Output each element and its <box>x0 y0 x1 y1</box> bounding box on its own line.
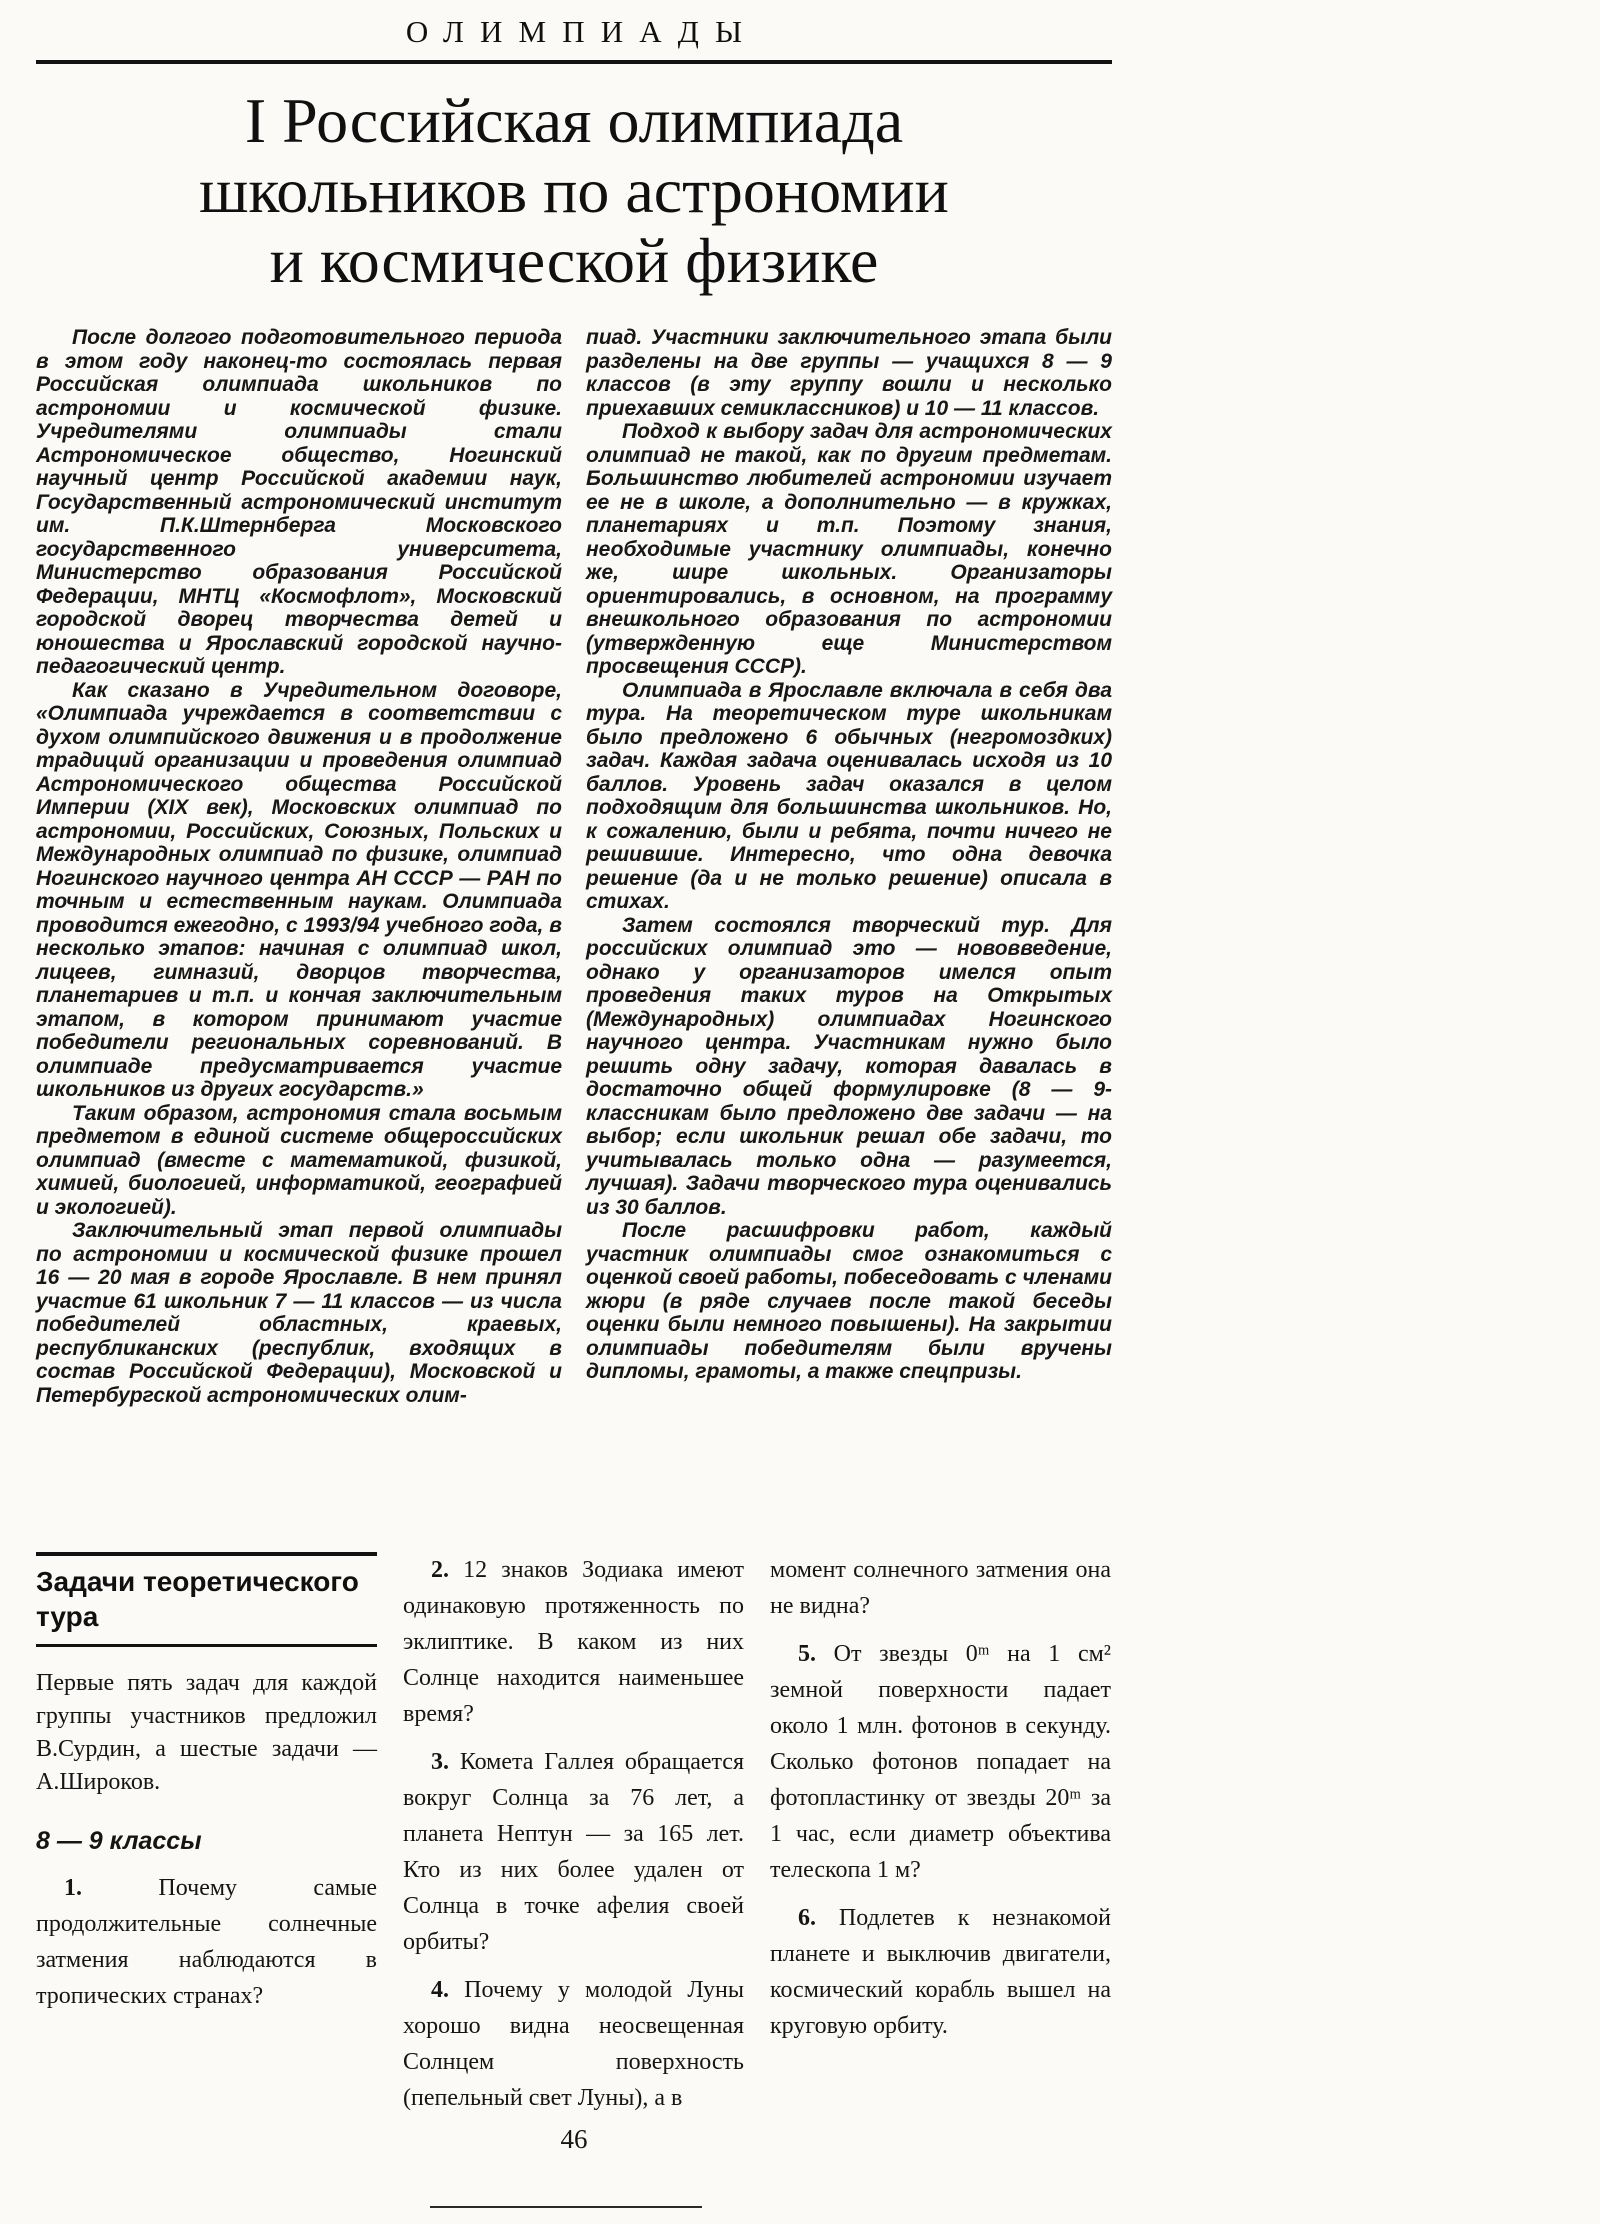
page-content <box>36 0 1112 2224</box>
page-bottom-edge-mark <box>430 2206 702 2208</box>
article-title-line-2: школьников по астрономии <box>199 155 949 226</box>
article-paragraph: После долгого подготовительного периода в этом году наконец-то состоялась первая Российская олимпиада школьников по астрономии и космической физике. Учредителями олимпиады стали Астрономическое общество, Ногинский научный центр Российской академии наук, Государственный астрономический институт им. П.К.Штернберга Московского государственного университета, Министерство образования Российской Федерации, МНТЦ «Космофлот», Московский городской дворец творчества детей и юношества и Ярославский городской научно-педагогический центр. <box>36 326 562 678</box>
article-title <box>36 86 1112 296</box>
article-paragraph: Подход к выбору задач для астрономических олимпиад не такой, как по другим предметам. Большинство любителей астрономии изучает ее не в школе, а дополнительно — в кружках, планетариях и т.п. Поэтому знания, необходимые участнику олимпиады, конечно же, шире школьных. Организаторы ориентировались, в основном, на программу внешкольного образования по астрономии (утвержденную еще Министерством просвещения СССР). <box>586 420 1112 678</box>
problem-item <box>403 1744 744 1960</box>
problems-column-2 <box>403 1552 744 2128</box>
problem-number: 2. <box>431 1557 449 1583</box>
article-paragraph: Затем состоялся творческий тур. Для российских олимпиад это — нововведение, однако у организаторов имелся опыт проведения таких туров на Открытых (Международных) олимпиадах Ногинского научного центра. Участникам нужно было решить одну задачу, которая давалась в достаточно общей формулировке (8 — 9- классникам было предложено две задачи — на выбор; если школьник решал обе задачи, то учитывалась только одна — разумеется, лучшая). Задачи творческого тура оценивались из 30 баллов. <box>586 913 1112 1219</box>
problems-header-box <box>36 1552 377 1647</box>
problem-text: Почему самые продолжительные солнечные затмения наблюдаются в тропических странах? <box>36 1875 377 2009</box>
problem-text: Почему у молодой Луны хорошо видна неосвещенная Солнцем поверхность (пепельный свет Луны), а в <box>403 1977 745 2111</box>
article-title-line-1: I Российская олимпиада <box>244 85 904 156</box>
problem-item <box>770 1636 1111 1888</box>
problems-column-3 <box>770 1552 1111 2128</box>
problem-number: 4. <box>431 1977 449 2003</box>
problems-intro: Первые пять задач для каждой группы участников предложил В.Сурдин, а шестые задачи — А.Широков. <box>36 1670 377 1795</box>
problem-item <box>403 1972 744 2116</box>
problems-header: Задачи теоретического тура <box>36 1566 359 1632</box>
article-column-right <box>586 326 1112 1407</box>
article-paragraph: пиад. Участники заключительного этапа были разделены на две группы — учащихся 8 — 9 классов (в эту группу вошли и несколько приехавших семиклассников) и 10 — 11 классов. <box>586 326 1112 420</box>
problem-continuation: момент солнечного затмения она не видна? <box>770 1557 1111 1619</box>
problems-section <box>36 1552 1112 2128</box>
article-column-left <box>36 326 562 1407</box>
kicker-rule <box>36 60 1112 64</box>
article-paragraph: Как сказано в Учредительном договоре, «Олимпиада учреждается в соответствии с духом олимпийского движения и в продолжение традиций организации и проведения олимпиад Астрономического общества Российской Империи (XIX век), Московских олимпиад по астрономии, Российских, Союзных, Польских и Международных олимпиад по физике, олимпиад Ногинского научного центра АН СССР — РАН по точным и естественным наукам. Олимпиада проводится ежегодно, с 1993/94 учебного года, в несколько этапов: начиная с олимпиад школ, лицеев, гимназий, дворцов творчества, планетариев и т.п. и кончая заключительным этапом, в котором принимают участие победители региональных соревнований. В олимпиаде предусматривается участие школьников из других государств.» <box>36 678 562 1101</box>
article-paragraph: Олимпиада в Ярославле включала в себя два тура. На теоретическом туре школьникам было предложено 6 обычных (негромоздких) задач. Каждая задача оценивалась исходя из 10 баллов. Уровень задач оказался в целом подходящим для большинства школьников. Но, к сожалению, были и ребята, почти ничего не решившие. Интересно, что одна девочка решение (да и не только решение) описала в стихах. <box>586 678 1112 913</box>
problem-text: От звезды 0ᵐ на 1 см² земной поверхности падает около 1 млн. фотонов в секунду. Сколько фотонов попадает на фотопластинку от звезды 20ᵐ за 1 час, если диаметр объектива телескопа 1 м? <box>770 1641 1111 1883</box>
page-number: 46 <box>560 2124 588 2154</box>
article-paragraph: Заключительный этап первой олимпиады по астрономии и космической физике прошел 16 — 20 мая в городе Ярославле. В нем принял участие 61 школьник 7 — 11 классов — из числа победителей областных, краевых, республиканских (республик, входящих в состав Российской Федерации), Московской и Петербургской астрономических олим- <box>36 1219 562 1407</box>
section-kicker: ОЛИМПИАДЫ <box>405 14 759 49</box>
problem-number: 1. <box>64 1875 82 1901</box>
problem-number: 3. <box>431 1749 449 1775</box>
problems-column-1 <box>36 1552 377 2128</box>
problem-item <box>36 1870 377 2014</box>
article-paragraph: Таким образом, астрономия стала восьмым предметом в единой системе общероссийских олимпиад (вместе с математикой, физикой, химией, биологией, информатикой, географией и экологией). <box>36 1101 562 1219</box>
article-body <box>36 326 1112 1407</box>
problem-number: 6. <box>798 1905 816 1931</box>
article-title-line-3: и космической физике <box>269 225 879 296</box>
problem-number: 5. <box>798 1641 816 1667</box>
problem-item <box>770 1900 1111 2044</box>
problem-text: Подлетев к незнакомой планете и выключив двигатели, космический корабль вышел на круговую орбиту. <box>770 1905 1111 2039</box>
problem-text: Комета Галлея обращается вокруг Солнца за 76 лет, а планета Нептун — за 165 лет. Кто из них более удален от Солнца в точке афелия своей орбиты? <box>403 1749 744 1955</box>
grade-heading: 8 — 9 классы <box>36 1827 202 1855</box>
problem-item <box>403 1552 744 1732</box>
article-paragraph: После расшифровки работ, каждый участник олимпиады смог ознакомиться с оценкой своей работы, побеседовать с членами жюри (в ряде случаев после такой беседы оценки были немного повышены). На закрытии олимпиады победителям были вручены дипломы, грамоты, а также спецпризы. <box>586 1219 1112 1383</box>
problem-text: 12 знаков Зодиака имеют одинаковую протяженность по эклиптике. В каком из них Солнце находится наименьшее время? <box>403 1557 744 1727</box>
